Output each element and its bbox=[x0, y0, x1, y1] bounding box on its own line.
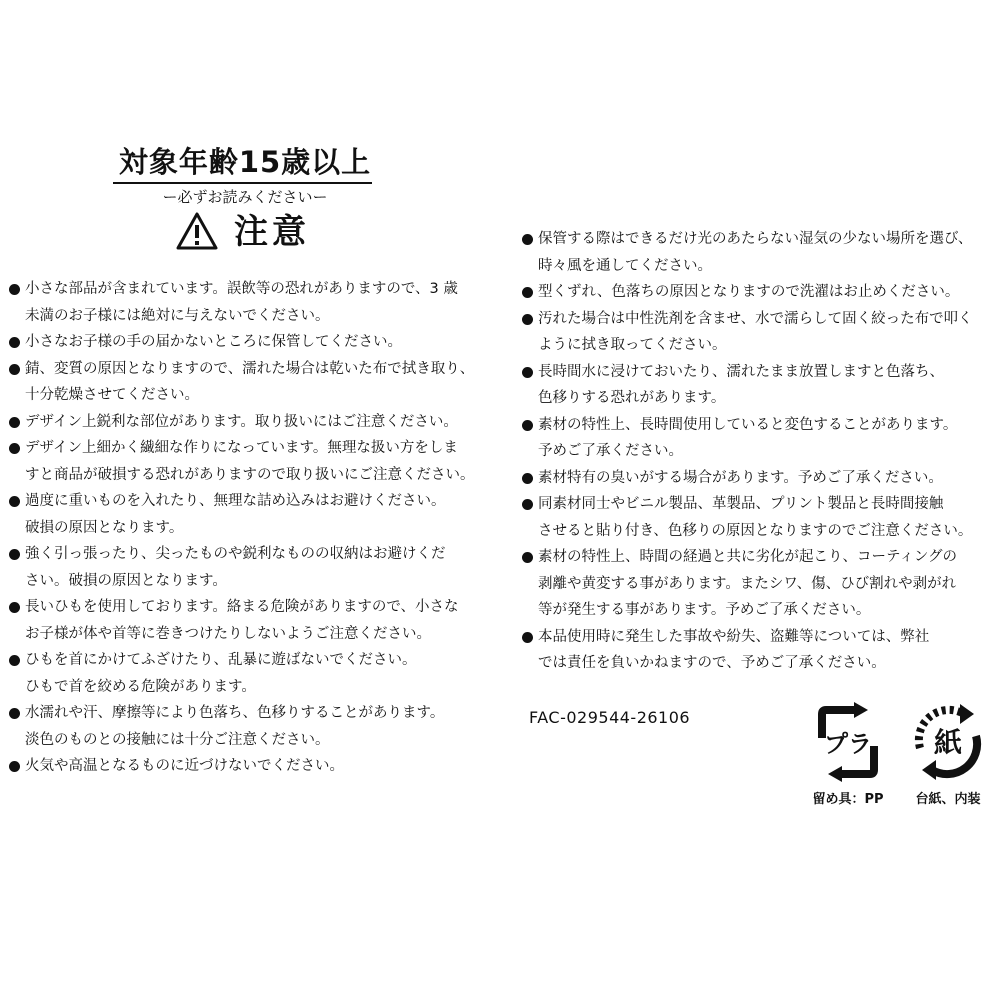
caution-heading: 注意 bbox=[234, 212, 310, 252]
list-item bbox=[9, 647, 489, 700]
item-line: 過度に重いものを入れたり、無理な詰め込みはお避けください。 bbox=[25, 493, 446, 509]
item-line: ひもで首を絞める危険があります。 bbox=[25, 678, 256, 695]
item-line: 淡色のものとの接触には十分ご注意ください。 bbox=[25, 731, 330, 748]
list-item bbox=[9, 541, 489, 594]
paper-mark-label: 台紙、内装 bbox=[915, 792, 981, 807]
list-item bbox=[522, 544, 1000, 624]
item-line: 汚れた場合は中性洗剤を含ませ、水で濡らして固く絞った布で叩く bbox=[538, 310, 973, 327]
item-line: 型くずれ、色落ちの原因となりますので洗濯はお止めください。 bbox=[538, 284, 960, 300]
list-item bbox=[522, 359, 1000, 412]
bullet-icon bbox=[522, 420, 533, 431]
bullet-icon bbox=[9, 708, 20, 719]
title-divider bbox=[113, 182, 372, 184]
item-line: では責任を負いかねますので、予めご了承ください。 bbox=[538, 655, 886, 671]
plastic-mark-label: 留め具：PP bbox=[812, 792, 884, 807]
list-item bbox=[9, 435, 489, 488]
bullet-icon bbox=[522, 314, 533, 325]
product-code: FAC-029544-26106 bbox=[529, 708, 691, 727]
list-item bbox=[9, 409, 489, 436]
list-item bbox=[522, 465, 1000, 492]
bullet-icon bbox=[9, 337, 20, 348]
bullet-icon bbox=[9, 549, 20, 560]
age-title: 対象年齢15歳以上 bbox=[118, 145, 372, 179]
item-line: デザイン上鋭利な部位があります。取り扱いにはご注意ください。 bbox=[25, 413, 458, 430]
item-line: 破損の原因となります。 bbox=[25, 519, 184, 536]
warning-icon bbox=[175, 211, 219, 251]
bullet-icon bbox=[522, 473, 533, 484]
bullet-icon bbox=[522, 632, 533, 643]
list-item bbox=[522, 279, 1000, 306]
read-notice: ー必ずお読みくださいー bbox=[162, 188, 328, 206]
item-line: お子様が体や首等に巻きつけたりしないようご注意ください。 bbox=[25, 625, 431, 642]
bullet-icon bbox=[522, 287, 533, 298]
bullet-icon bbox=[9, 443, 20, 454]
left-caution-list bbox=[9, 276, 489, 780]
bullet-icon bbox=[9, 655, 20, 666]
plastic-mark-symbol: プラ bbox=[824, 730, 872, 758]
list-item bbox=[9, 753, 489, 780]
bullet-icon bbox=[522, 234, 533, 245]
item-line: 予めご了承ください。 bbox=[538, 443, 683, 459]
list-item bbox=[522, 226, 1000, 279]
item-line: 素材の特性上、長時間使用していると変色することがあります。 bbox=[538, 416, 958, 433]
list-item bbox=[9, 276, 489, 329]
item-line: 時々風を通してください。 bbox=[538, 257, 712, 274]
item-line: 火気や高温となるものに近づけないでください。 bbox=[25, 758, 344, 774]
bullet-icon bbox=[522, 499, 533, 510]
item-line: 素材特有の臭いがする場合があります。予めご了承ください。 bbox=[538, 469, 943, 486]
right-caution-list bbox=[522, 226, 1000, 677]
bullet-icon bbox=[9, 364, 20, 375]
item-line: 長いひもを使用しております。絡まる危険がありますので、小さな bbox=[25, 599, 459, 615]
list-item bbox=[522, 412, 1000, 465]
item-line: 小さなお子様の手の届かないところに保管してください。 bbox=[25, 334, 402, 350]
bullet-icon bbox=[9, 761, 20, 772]
item-line: すと商品が破損する恐れがありますので取り扱いにご注意ください。 bbox=[25, 466, 475, 483]
bullet-icon bbox=[522, 552, 533, 563]
item-line: 本品使用時に発生した事故や紛失、盗難等については、弊社 bbox=[538, 628, 930, 645]
item-line: 長時間水に浸けておいたり、濡れたまま放置しますと色落ち、 bbox=[538, 363, 944, 380]
list-item bbox=[522, 624, 1000, 677]
item-line: 素材の特性上、時間の経過と共に劣化が起こり、コーティングの bbox=[538, 549, 958, 565]
item-line: 小さな部品が含まれています。誤飲等の恐れがありますので、3 歳 bbox=[25, 281, 458, 297]
bullet-icon bbox=[522, 367, 533, 378]
paper-mark-symbol: 紙 bbox=[933, 726, 963, 759]
item-line: 水濡れや汗、摩擦等により色落ち、色移りすることがあります。 bbox=[25, 705, 445, 721]
bullet-icon bbox=[9, 417, 20, 428]
item-line: 錆、変質の原因となりますので、濡れた場合は乾いた布で拭き取り、 bbox=[25, 360, 475, 377]
list-item bbox=[522, 491, 1000, 544]
item-line: ように拭き取ってください。 bbox=[538, 337, 727, 353]
item-line: 未満のお子様には絶対に与えないでください。 bbox=[25, 307, 330, 324]
item-line: 十分乾燥させてください。 bbox=[25, 387, 199, 403]
item-line: 保管する際はできるだけ光のあたらない湿気の少ない場所を選び、 bbox=[538, 231, 973, 247]
item-line: 剥離や黄変する事があります。またシワ、傷、ひび割れや剥がれ bbox=[538, 575, 957, 592]
list-item bbox=[9, 329, 489, 356]
item-line: 色移りする恐れがあります。 bbox=[538, 390, 726, 406]
bullet-icon bbox=[9, 284, 20, 295]
list-item bbox=[9, 488, 489, 541]
bullet-icon bbox=[9, 496, 20, 507]
item-line: ひもを首にかけてふざけたり、乱暴に遊ばないでください。 bbox=[25, 652, 417, 668]
item-line: させると貼り付き、色移りの原因となりますのでご注意ください。 bbox=[538, 522, 973, 539]
item-line: 同素材同士やビニル製品、革製品、プリント製品と長時間接触 bbox=[538, 496, 944, 512]
paper-recycle-icon bbox=[908, 702, 988, 782]
bullet-icon bbox=[9, 602, 20, 613]
list-item bbox=[9, 700, 489, 753]
list-item bbox=[9, 356, 489, 409]
item-line: 等が発生する事があります。予めご了承ください。 bbox=[538, 602, 871, 618]
list-item bbox=[522, 306, 1000, 359]
item-line: さい。破損の原因となります。 bbox=[25, 572, 227, 589]
plastic-recycle-icon bbox=[808, 702, 888, 782]
item-line: デザイン上細かく繊細な作りになっています。無理な扱い方をしま bbox=[25, 440, 458, 456]
item-line: 強く引っ張ったり、尖ったものや鋭利なものの収納はお避けくだ bbox=[25, 546, 446, 562]
list-item bbox=[9, 594, 489, 647]
